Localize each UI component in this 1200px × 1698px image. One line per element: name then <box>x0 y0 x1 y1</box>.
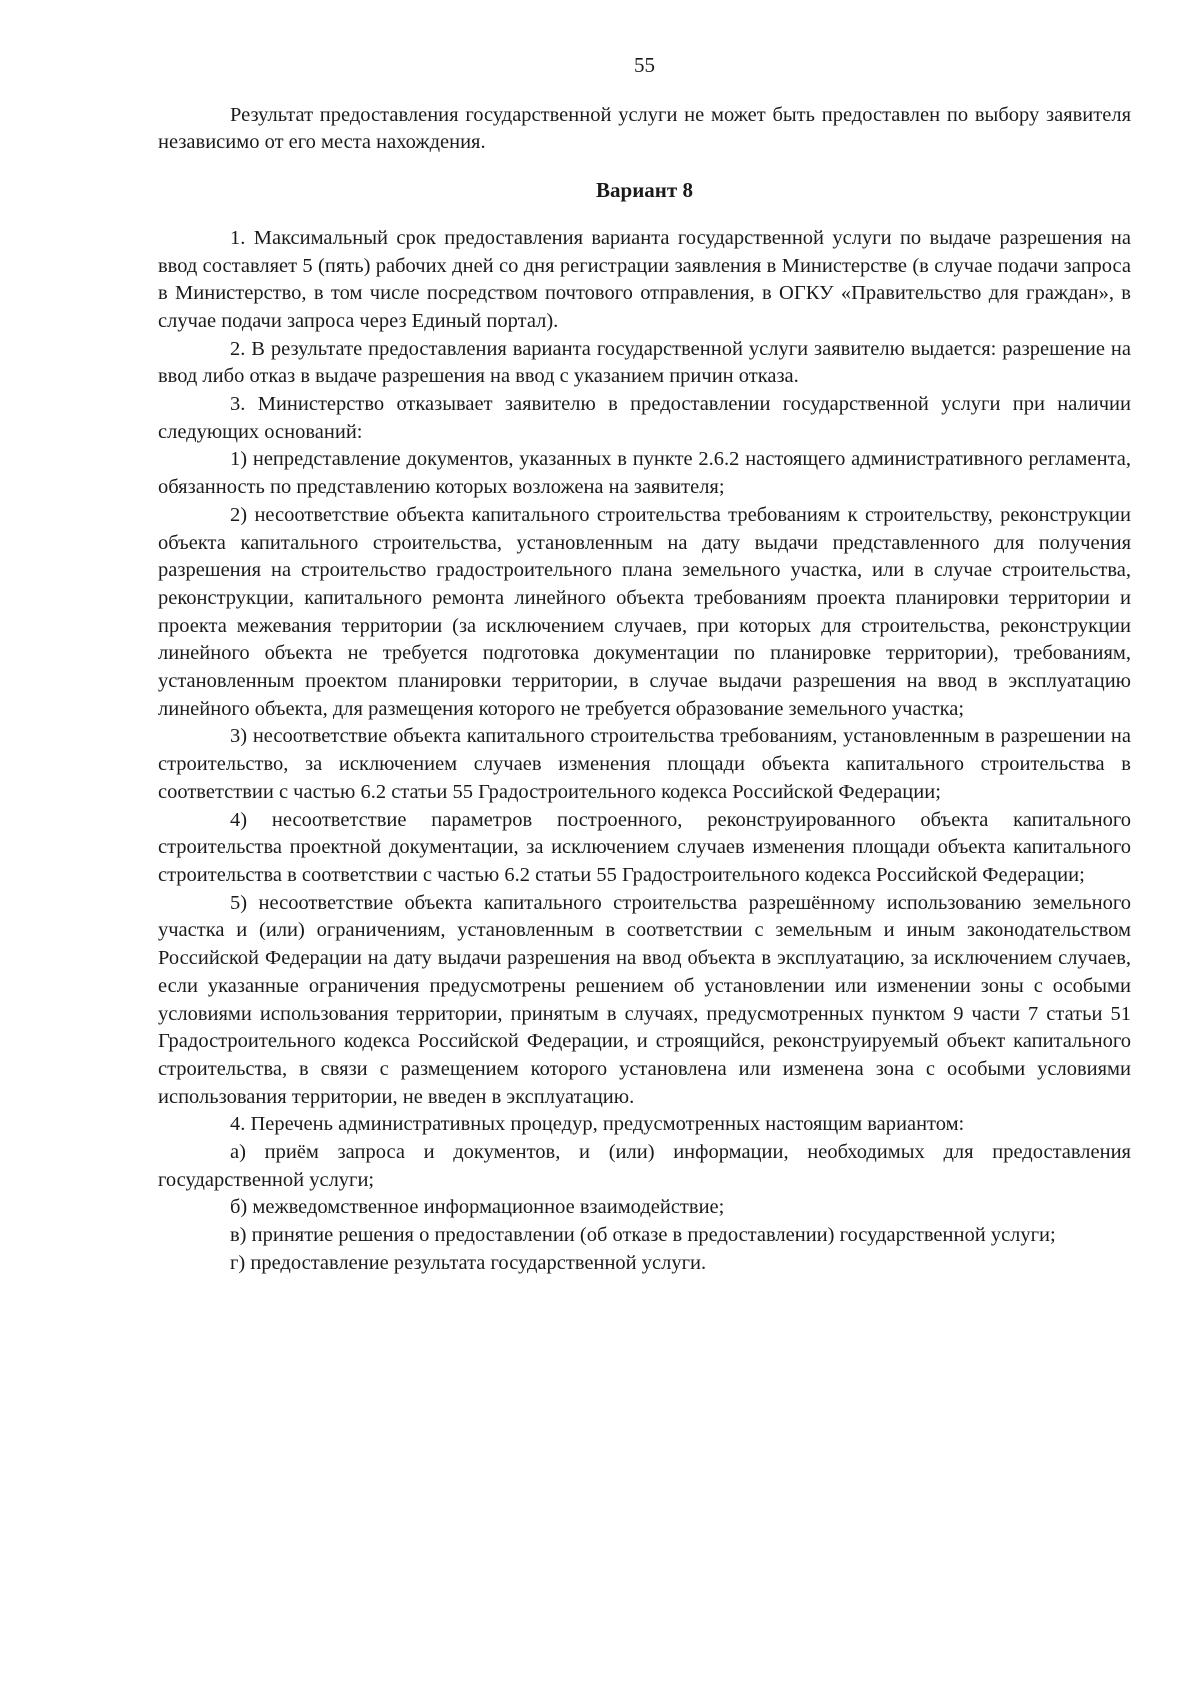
list-item-2: 2) несоответствие объекта капитального строительства требованиям к строительству, реконструкции объекта капитального строительства, установленным на дату выдачи представленного для получения разрешения на строительство градостроительного плана земельного участка, или в случае строительства, реконструкции, капитального ремонта линейного объекта требованиям проекта планировки территории и проекта межевания территории (за исключением случаев, при которых для строительства, реконструкции линейного объекта не требуется подготовка документации по планировке территории), требованиям, установленным проектом планировки территории, в случае выдачи разрешения на ввод в эксплуатацию линейного объекта, для размещения которого не требуется образование земельного участка; <box>158 503 1131 720</box>
list-item-5: 5) несоответствие объекта капитального строительства разрешённому использованию земельного участка и (или) ограничениям, установленным в соответствии с земельным и иным законодательством Российской Федерации на дату выдачи разрешения на ввод объекта в эксплуатацию, за исключением случаев, если указанные ограничения предусмотрены решением об установлении или изменении зоны с особыми условиями использования территории, принятым в случаях, предусмотренных пунктом 9 части 7 статьи 51 Градостроительного кодекса Российской Федерации, и строящийся, реконструируемый объект капитального строительства, в связи с размещением которого установлена или изменена зона с особыми условиями использования территории, не введен в эксплуатацию. <box>158 891 1131 1108</box>
list-item-v: в) принятие решения о предоставлении (об отказе в предоставлении) государственной услуги; <box>230 1224 1056 1247</box>
document-page <box>158 52 1131 1278</box>
list-item-4: 4) несоответствие параметров построенного, реконструированного объекта капитального строительства проектной документации, за исключением случаев изменения площади объекта капитального строительства в соответствии с частью 6.2 статьи 55 Градостроительного кодекса Российской Федерации; <box>158 808 1131 886</box>
list-item-a: а) приём запроса и документов, и (или) информации, необходимых для предоставления государственной услуги; <box>158 1141 1131 1191</box>
intro-paragraph: Результат предоставления государственной услуги не может быть предоставлен по выбору заявителя независимо от его места нахождения. <box>158 103 1131 154</box>
list-item-g: г) предоставление результата государственной услуги. <box>230 1251 707 1274</box>
paragraph-2: 2. В результате предоставления варианта государственной услуги заявителю выдается: разрешение на ввод либо отказ в выдаче разрешения на ввод с указанием причин отказа. <box>158 337 1131 388</box>
list-item-1: 1) непредставление документов, указанных в пункте 2.6.2 настоящего административного регламента, обязанность по представлению которых возложена на заявителя; <box>158 448 1131 499</box>
paragraph-3: 3. Министерство отказывает заявителю в предоставлении государственной услуги при наличии следующих оснований: <box>158 393 1131 443</box>
paragraph-4: 4. Перечень административных процедур, предусмотренных настоящим вариантом: <box>230 1113 965 1136</box>
page-number: 55 <box>634 53 655 77</box>
list-item-b: б) межведомственное информационное взаимодействие; <box>230 1196 725 1219</box>
paragraph-1: 1. Максимальный срок предоставления варианта государственной услуги по выдаче разрешения на ввод составляет 5 (пять) рабочих дней со дня регистрации заявления в Министерстве (в случае подачи запроса в Министерство, в том числе посредством почтового отправления, в ОГКУ «Правительство для граждан», в случае подачи запроса через Единый портал). <box>158 226 1131 332</box>
section-heading: Вариант 8 <box>596 178 693 203</box>
list-item-3: 3) несоответствие объекта капитального строительства требованиям, установленным в разрешении на строительство, за исключением случаев изменения площади объекта капитального строительства в соответствии с частью 6.2 статьи 55 Градостроительного кодекса Российской Федерации; <box>158 725 1131 803</box>
